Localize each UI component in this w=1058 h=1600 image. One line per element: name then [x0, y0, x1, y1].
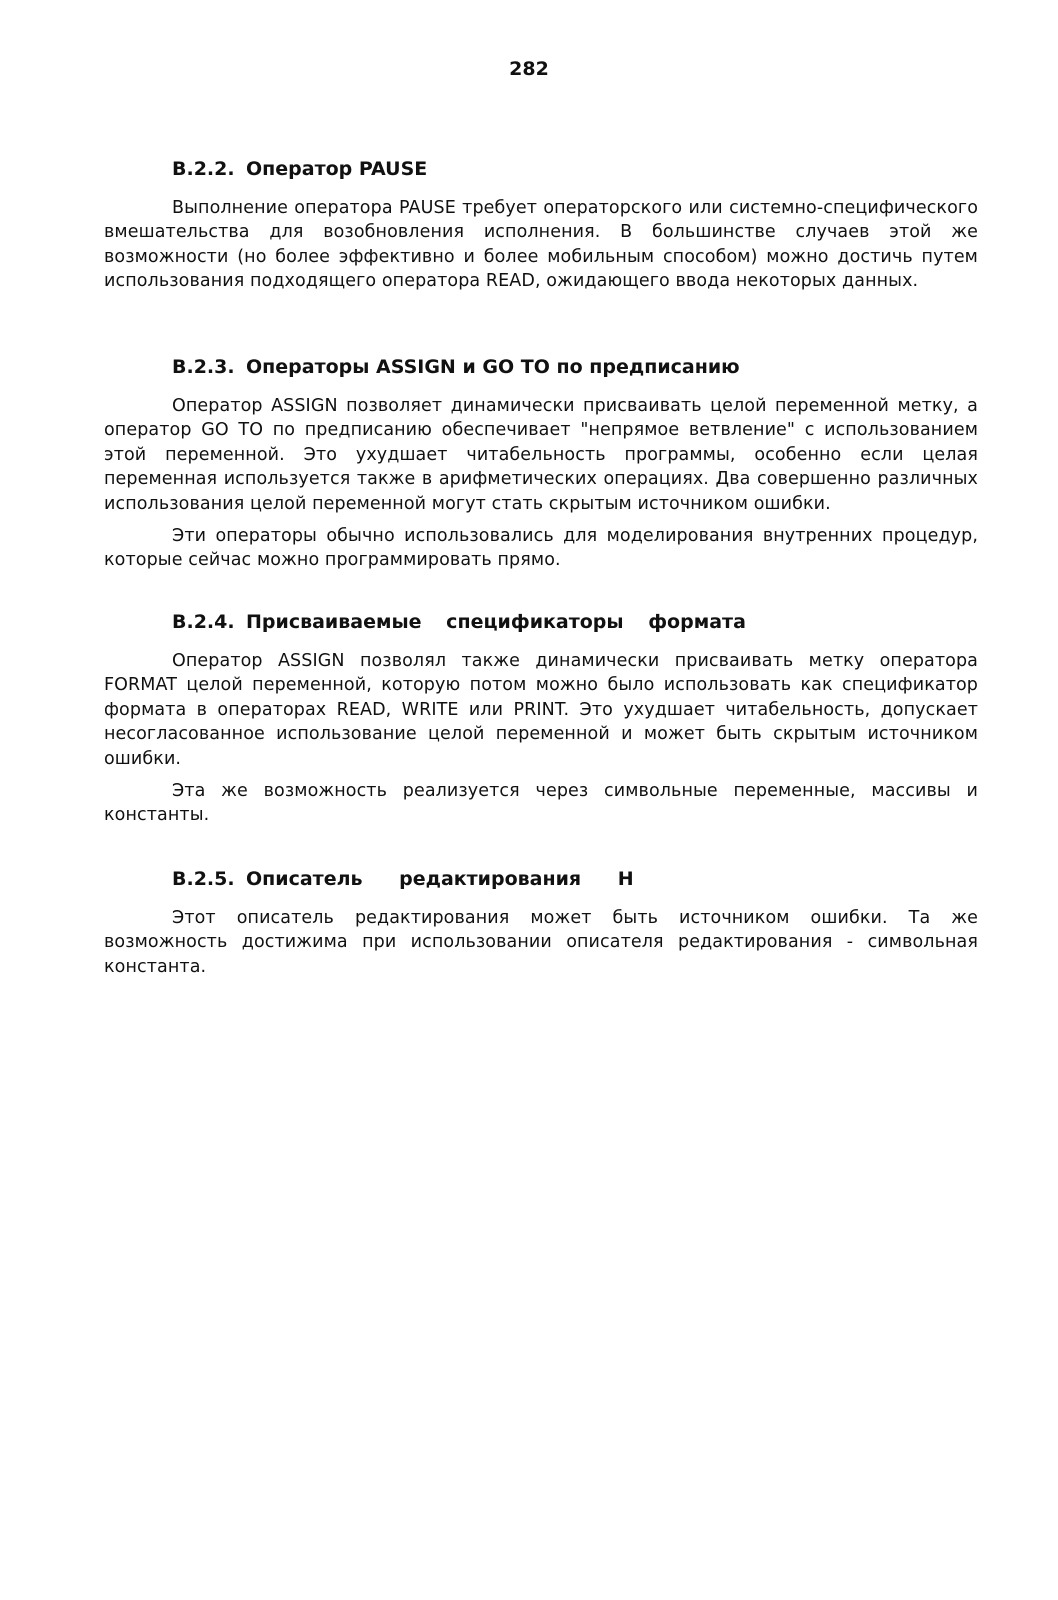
section-number: B.2.5.	[172, 868, 235, 890]
section-title: Описатель редактирования H	[246, 868, 634, 890]
section-number: B.2.3.	[172, 356, 235, 378]
section-heading	[172, 866, 978, 892]
section-title: Оператор PAUSE	[246, 158, 428, 180]
section-heading	[172, 354, 978, 380]
section-format-specifiers	[104, 609, 978, 828]
paragraph: Выполнение оператора PAUSE требует операторского или системно-специфического вмешательства для возобновления исполнения. В большинстве случаев этой же возможности (но более эффективно и более мобильным способом) можно достичь путем использования подходящего оператора READ, ожидающего ввода некоторых данных.	[104, 198, 978, 292]
section-number: B.2.2.	[172, 158, 235, 180]
section-number: B.2.4.	[172, 611, 235, 633]
section-assign-goto	[104, 354, 978, 573]
page-number: 282	[509, 58, 549, 80]
paragraph: Эта же возможность реализуется через символьные переменные, массивы и константы.	[104, 781, 978, 826]
paragraph: Этот описатель редактирования может быть источником ошибки. Та же возможность достижима при использовании описателя редактирования - символьная константа.	[104, 908, 978, 977]
section-heading	[172, 156, 978, 182]
section-title: Присваиваемые спецификаторы формата	[246, 611, 746, 633]
paragraph: Оператор ASSIGN позволял также динамически присваивать метку оператора FORMAT целой переменной, которую потом можно было использовать как спецификатор формата в операторах READ, WRITE или PRINT. Это ухудшает читабельность, допускает несогласованное использование целой переменной и может быть скрытым источником ошибки.	[104, 651, 978, 769]
paragraph: Эти операторы обычно использовались для моделирования внутренних процедур, которые сейчас можно программировать прямо.	[104, 526, 978, 571]
section-heading	[172, 609, 978, 635]
paragraph: Оператор ASSIGN позволяет динамически присваивать целой переменной метку, а оператор GO TO по предписанию обеспечивает "непрямое ветвление" с использованием этой переменной. Это ухудшает читабельность программы, особенно если целая переменная используется также в арифметических операциях. Два совершенно различных использования целой переменной могут стать скрытым источником ошибки.	[104, 396, 978, 514]
section-h-descriptor	[104, 866, 978, 979]
section-pause	[104, 156, 978, 294]
section-title: Операторы ASSIGN и GO TO по предписанию	[246, 356, 740, 378]
